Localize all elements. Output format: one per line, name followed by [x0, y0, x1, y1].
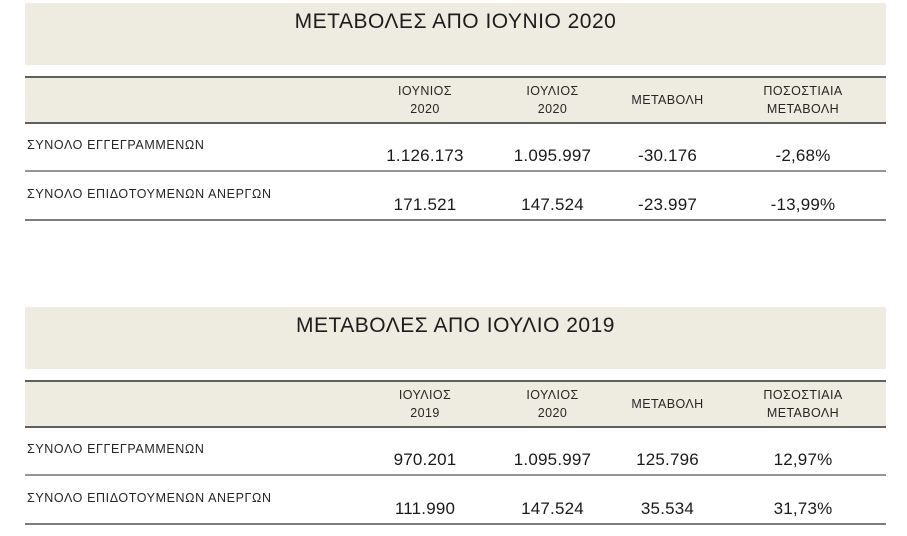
table-header-row	[25, 380, 886, 428]
row-label: ΣΥΝΟΛΟ ΕΓΓΕΓΡΑΜΜΕΝΩΝ	[27, 442, 205, 456]
value-percent-change: -2,68%	[775, 146, 831, 165]
value-change: 35.534	[640, 499, 695, 518]
title-header-gap	[25, 65, 886, 76]
table-header-row	[25, 76, 886, 124]
value-period-1: 111.990	[394, 499, 456, 518]
title-header-gap	[25, 369, 886, 380]
column-header-period-1: ΙΟΥΛΙΟΣ 2019	[398, 388, 452, 420]
column-header-change: ΜΕΤΑΒΟΛΗ	[631, 93, 704, 107]
table-row-total-subsidized-unemployed	[25, 476, 886, 525]
column-header-percent-change: ΠΟΣΟΣΤΙΑΙΑ ΜΕΤΑΒΟΛΗ	[763, 388, 843, 420]
value-percent-change: 31,73%	[773, 499, 833, 518]
value-period-2: 147.524	[521, 499, 584, 518]
table-title: ΜΕΤΑΒΟΛΕΣ ΑΠΟ ΙΟΥΛΙΟ 2019	[25, 307, 886, 369]
table-row-total-subsidized-unemployed	[25, 172, 886, 221]
value-period-1: 171.521	[393, 195, 457, 214]
value-change: -30.176	[637, 146, 698, 165]
changes-from-july-2019-table	[25, 307, 886, 525]
value-change: -23.997	[637, 195, 698, 214]
changes-from-june-2020-table	[25, 3, 886, 221]
header-row-label-spacer	[25, 78, 360, 122]
column-header-percent-change: ΠΟΣΟΣΤΙΑΙΑ ΜΕΤΑΒΟΛΗ	[763, 84, 843, 116]
value-period-1: 970.201	[393, 450, 457, 469]
header-row-label-spacer	[25, 382, 360, 426]
table-row-total-registered	[25, 428, 886, 476]
row-label: ΣΥΝΟΛΟ ΕΓΓΕΓΡΑΜΜΕΝΩΝ	[27, 138, 205, 152]
column-header-period-1: ΙΟΥΝΙΟΣ 2020	[398, 84, 452, 116]
table-row-total-registered	[25, 124, 886, 172]
value-period-2: 147.524	[521, 195, 584, 214]
value-period-2: 1.095.997	[513, 146, 592, 165]
row-label: ΣΥΝΟΛΟ ΕΠΙΔΟΤΟΥΜΕΝΩΝ ΑΝΕΡΓΩΝ	[27, 490, 272, 505]
value-period-1: 1.126.173	[386, 146, 464, 165]
column-header-period-2: ΙΟΥΛΙΟΣ 2020	[526, 84, 579, 116]
value-percent-change: 12,97%	[773, 450, 833, 469]
column-header-change: ΜΕΤΑΒΟΛΗ	[631, 397, 704, 411]
value-percent-change: -13,99%	[770, 195, 836, 214]
value-change: 125.796	[636, 450, 699, 469]
column-header-period-2: ΙΟΥΛΙΟΣ 2020	[526, 388, 579, 420]
row-label: ΣΥΝΟΛΟ ΕΠΙΔΟΤΟΥΜΕΝΩΝ ΑΝΕΡΓΩΝ	[27, 186, 272, 201]
table-title: ΜΕΤΑΒΟΛΕΣ ΑΠΟ ΙΟΥΝΙΟ 2020	[25, 3, 886, 65]
value-period-2: 1.095.997	[513, 450, 592, 469]
